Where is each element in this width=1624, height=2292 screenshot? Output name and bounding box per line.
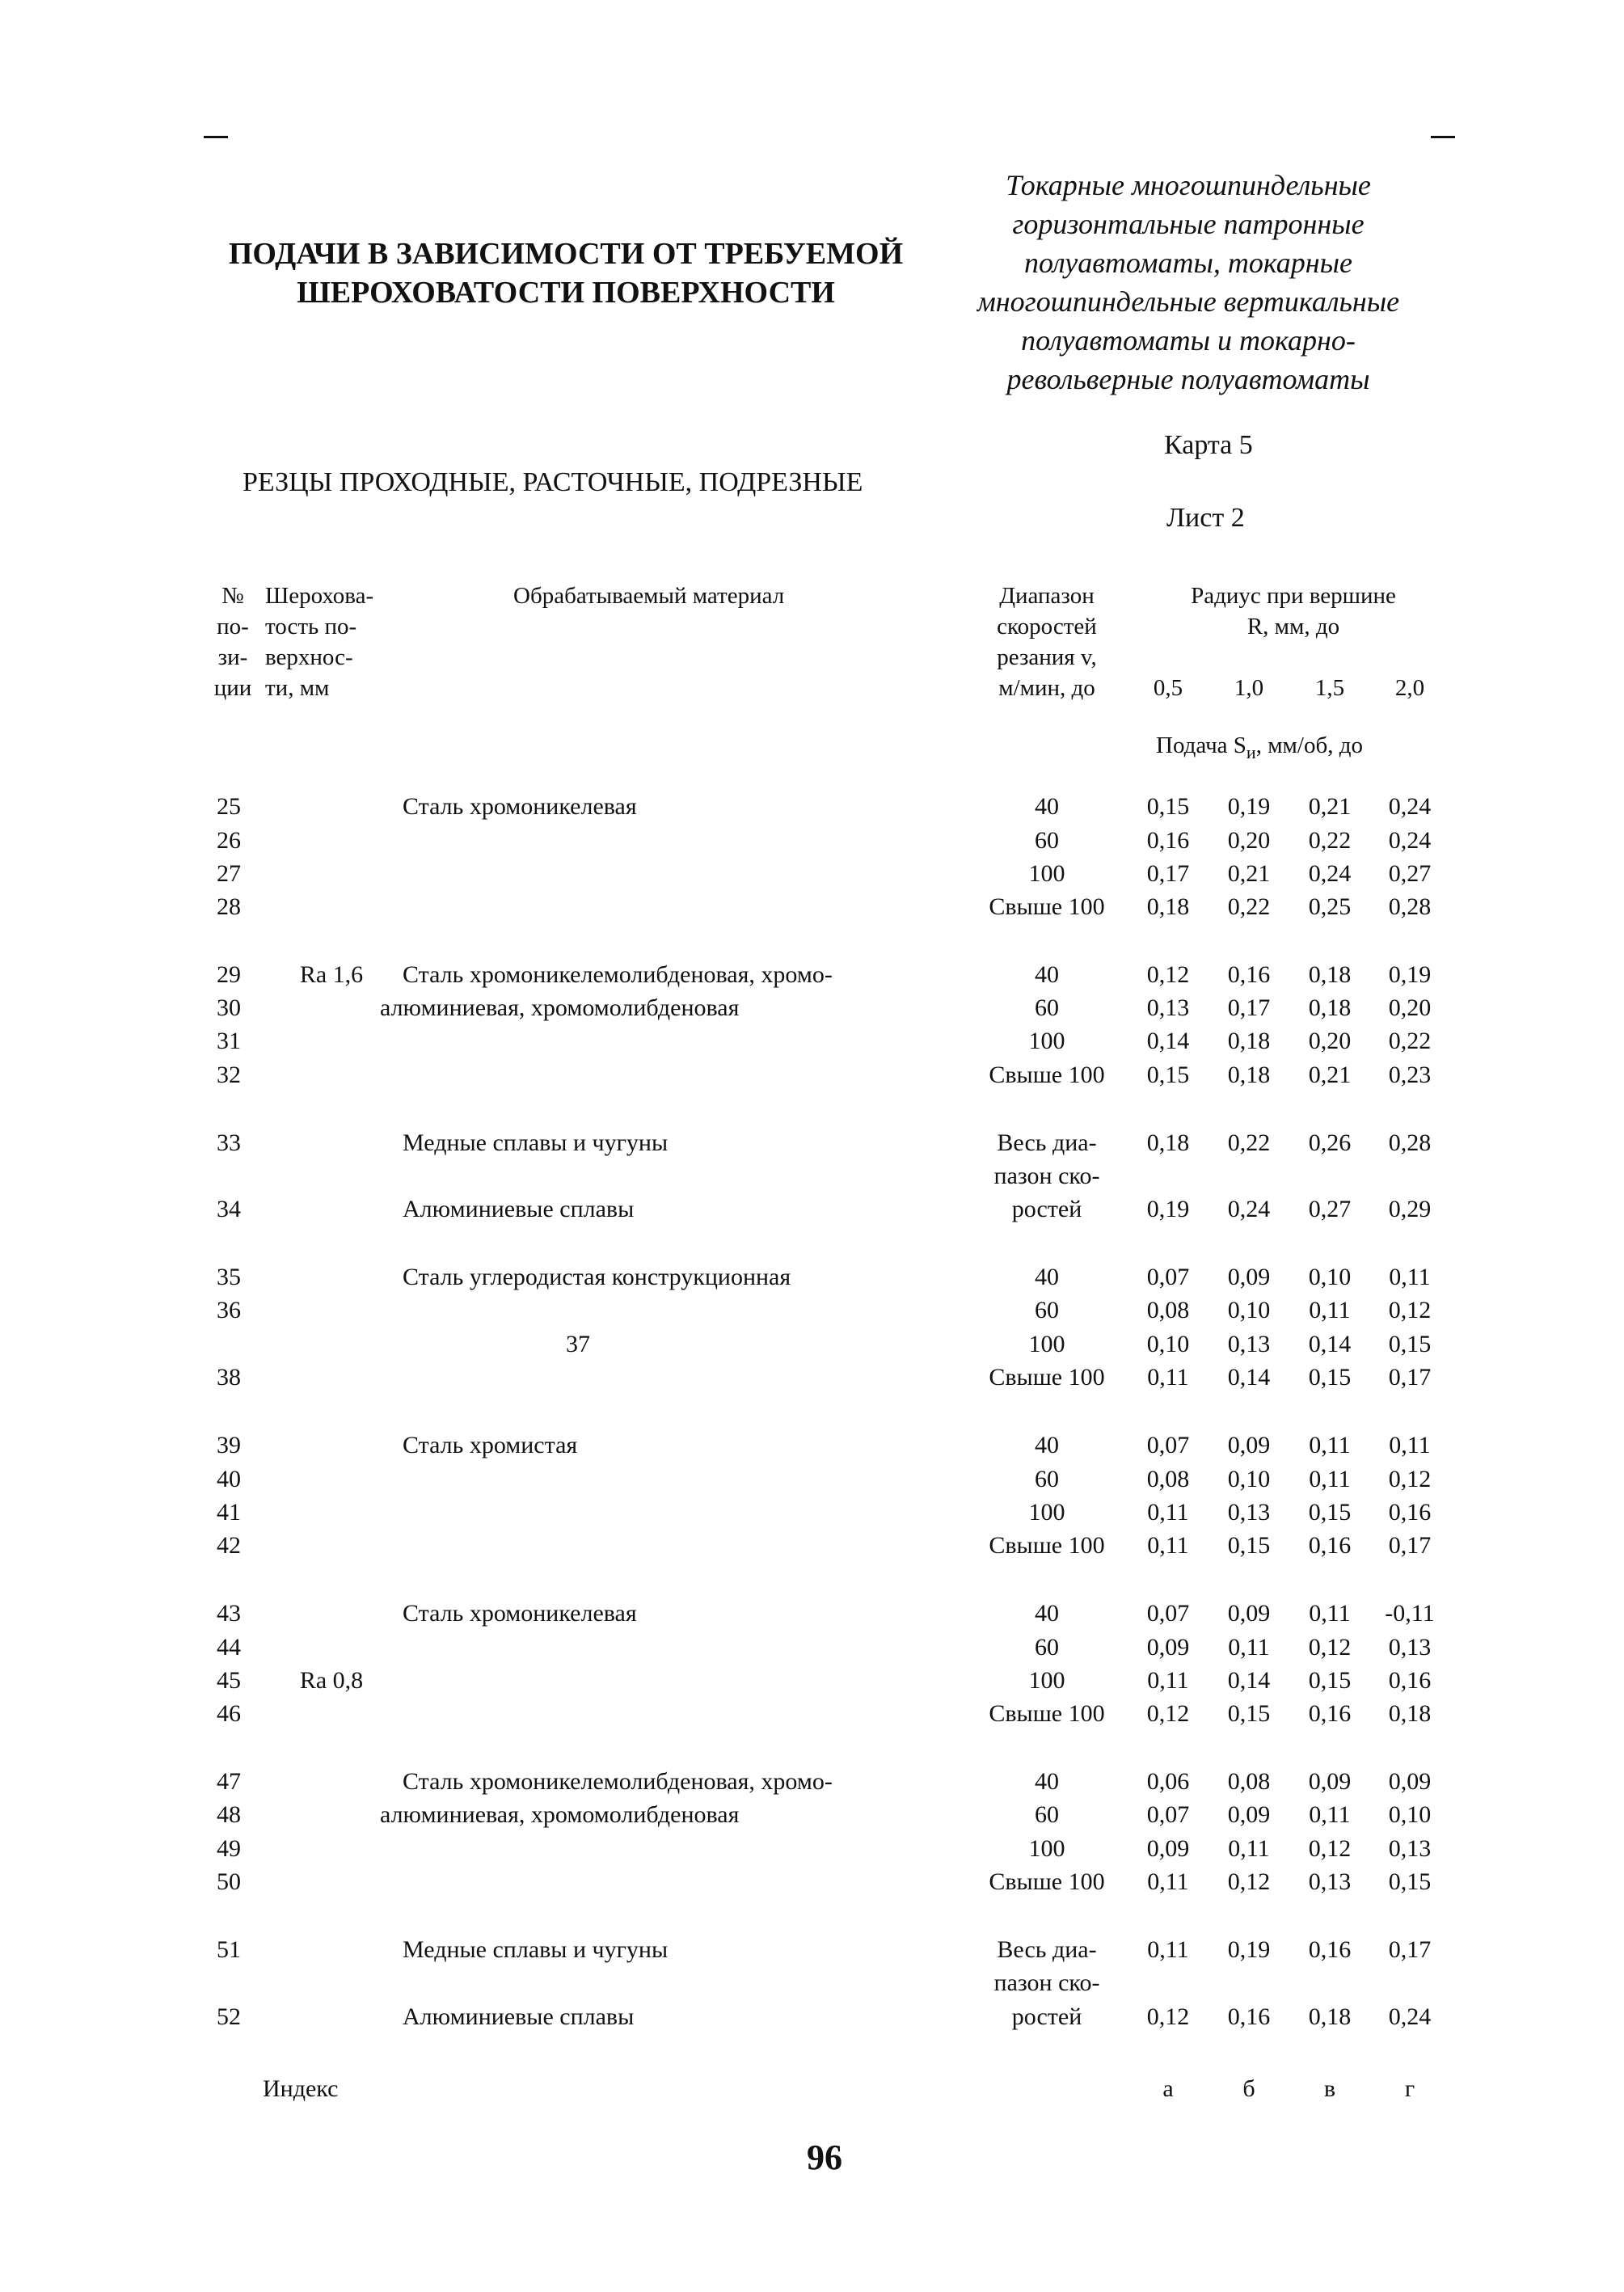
- row-position: 29: [217, 961, 241, 988]
- corner-mark-left: [204, 136, 228, 138]
- row-position: 48: [217, 1801, 241, 1828]
- row-feed-value: 0,24: [1227, 1196, 1271, 1222]
- sheet-number: Лист 2: [1166, 503, 1245, 533]
- row-feed-value: 0,14: [1227, 1364, 1271, 1391]
- row-speed: 100: [1028, 1028, 1065, 1054]
- header-roughness-line: верхнос-: [265, 644, 353, 670]
- header-radius: [1132, 580, 1455, 642]
- row-feed-value: 0,23: [1388, 1062, 1432, 1088]
- row-feed-value: 0,28: [1388, 1129, 1432, 1156]
- feed-label: Подача S: [1156, 732, 1246, 758]
- row-material: Медные сплавы и чугуны: [403, 1129, 669, 1156]
- row-roughness: Ra 1,6: [299, 961, 364, 988]
- row-feed-value: 0,19: [1146, 1196, 1190, 1222]
- row-material: Сталь хромоникелевая: [403, 1600, 637, 1627]
- row-feed-value: 0,12: [1388, 1466, 1432, 1492]
- row-feed-value: 0,07: [1146, 1600, 1190, 1627]
- row-feed-value: 0,18: [1308, 994, 1352, 1021]
- row-feed-value: 0,24: [1388, 827, 1432, 854]
- row-position: 33: [217, 1129, 241, 1156]
- header-roughness-line: ти, мм: [265, 675, 330, 701]
- row-feed-value: 0,16: [1388, 1667, 1432, 1694]
- radius-value: 2,0: [1394, 675, 1425, 701]
- row-position: 38: [217, 1364, 241, 1391]
- row-feed-value: 0,11: [1389, 1432, 1431, 1458]
- row-feed-value: 0,08: [1146, 1297, 1190, 1323]
- row-feed-value: 0,10: [1227, 1466, 1271, 1492]
- row-feed-value: 0,15: [1227, 1532, 1271, 1559]
- row-feed-value: 0,07: [1146, 1264, 1190, 1290]
- row-feed-value: 0,08: [1146, 1466, 1190, 1492]
- radius-value: 1,5: [1314, 675, 1345, 701]
- row-feed-value: 0,07: [1146, 1432, 1190, 1458]
- row-feed-value: 0,10: [1308, 1264, 1352, 1290]
- row-feed-value: 0,11: [1228, 1634, 1270, 1661]
- row-feed-value: 0,12: [1146, 1700, 1190, 1727]
- row-feed-value: 0,11: [1309, 1432, 1351, 1458]
- row-position: 42: [217, 1532, 241, 1559]
- row-speed: 40: [1035, 793, 1059, 820]
- row-material: Сталь хромистая: [403, 1432, 578, 1458]
- corner-mark-right: [1431, 136, 1455, 138]
- row-feed-value: 0,17: [1227, 994, 1271, 1021]
- index-letter: в: [1323, 2075, 1336, 2102]
- row-position: 52: [217, 2003, 241, 2030]
- row-position: 32: [217, 1062, 241, 1088]
- row-position: 51: [217, 1936, 241, 1963]
- header-roughness-line: тость по-: [265, 614, 357, 639]
- row-feed-value: 0,21: [1308, 1062, 1352, 1088]
- machines-line: полуавтоматы и токарно-: [1021, 324, 1356, 357]
- page-title: [162, 234, 970, 312]
- row-feed-value: 0,15: [1146, 1062, 1190, 1088]
- row-feed-value: 0,09: [1146, 1634, 1190, 1661]
- row-speed: 100: [1028, 1331, 1065, 1357]
- row-feed-value: 0,16: [1227, 961, 1271, 988]
- header-speed: [966, 580, 1128, 703]
- row-material: Медные сплавы и чугуны: [403, 1936, 669, 1963]
- row-feed-value: 0,09: [1146, 1835, 1190, 1862]
- row-feed-value: -0,11: [1385, 1600, 1435, 1627]
- header-speed-line: скоростей: [997, 614, 1097, 639]
- row-feed-value: 0,12: [1227, 1868, 1271, 1895]
- row-position: 28: [217, 893, 241, 920]
- row-speed: 60: [1035, 1634, 1059, 1661]
- row-speed: 100: [1028, 1835, 1065, 1862]
- card-number: Карта 5: [1164, 430, 1253, 460]
- row-feed-value: 0,10: [1227, 1297, 1271, 1323]
- row-feed-value: 0,13: [1227, 1331, 1271, 1357]
- row-feed-value: 0,09: [1227, 1432, 1271, 1458]
- row-feed-value: 0,12: [1388, 1297, 1432, 1323]
- row-speed: пазон ско-: [993, 1163, 1100, 1189]
- row-position: 36: [217, 1297, 241, 1323]
- row-speed: Свыше 100: [989, 1532, 1105, 1559]
- page-number: 96: [807, 2138, 842, 2177]
- row-speed: 60: [1035, 1466, 1059, 1492]
- row-feed-value: 0,22: [1388, 1028, 1432, 1054]
- row-material: 37: [566, 1331, 590, 1357]
- row-feed-value: 0,16: [1308, 1936, 1352, 1963]
- row-material: Сталь хромоникелевая: [403, 793, 637, 820]
- row-feed-value: 0,16: [1308, 1700, 1352, 1727]
- machine-type-description: [913, 166, 1463, 399]
- row-feed-value: 0,22: [1227, 893, 1271, 920]
- row-feed-value: 0,18: [1308, 961, 1352, 988]
- header-position-line: зи-: [217, 644, 248, 670]
- row-feed-value: 0,20: [1388, 994, 1432, 1021]
- row-material: алюминиевая, хромомолибденовая: [380, 1801, 740, 1828]
- row-feed-value: 0,11: [1309, 1297, 1351, 1323]
- row-feed-value: 0,16: [1308, 1532, 1352, 1559]
- row-feed-value: 0,18: [1308, 2003, 1352, 2030]
- row-position: 46: [217, 1700, 241, 1727]
- row-material: Алюминиевые сплавы: [403, 1196, 635, 1222]
- row-feed-value: 0,11: [1228, 1835, 1270, 1862]
- row-material: Сталь углеродистая конструкционная: [403, 1264, 791, 1290]
- row-feed-value: 0,13: [1227, 1499, 1271, 1526]
- title-line: ШЕРОХОВАТОСТИ ПОВЕРХНОСТИ: [297, 276, 835, 310]
- header-position: [209, 580, 257, 703]
- machines-line: горизонтальные патронные: [1012, 208, 1365, 240]
- row-position: 43: [217, 1600, 241, 1627]
- row-feed-value: 0,12: [1308, 1634, 1352, 1661]
- row-feed-value: 0,18: [1146, 893, 1190, 920]
- row-feed-value: 0,09: [1227, 1264, 1271, 1290]
- title-line: ПОДАЧИ В ЗАВИСИМОСТИ ОТ ТРЕБУЕМОЙ: [228, 237, 904, 271]
- row-feed-value: 0,11: [1147, 1868, 1189, 1895]
- row-feed-value: 0,18: [1146, 1129, 1190, 1156]
- row-position: 40: [217, 1466, 241, 1492]
- row-speed: 60: [1035, 994, 1059, 1021]
- row-feed-value: 0,20: [1227, 827, 1271, 854]
- row-feed-value: 0,22: [1308, 827, 1352, 854]
- row-speed: Свыше 100: [989, 893, 1105, 920]
- row-feed-value: 0,28: [1388, 893, 1432, 920]
- header-roughness-line: Шерохова-: [265, 583, 374, 609]
- header-material: Обрабатываемый материал: [513, 583, 785, 609]
- row-feed-value: 0,15: [1308, 1667, 1352, 1694]
- row-feed-value: 0,12: [1146, 961, 1190, 988]
- row-feed-value: 0,09: [1227, 1801, 1271, 1828]
- row-feed-value: 0,14: [1146, 1028, 1190, 1054]
- row-feed-value: 0,15: [1388, 1868, 1432, 1895]
- row-speed: 60: [1035, 827, 1059, 854]
- row-feed-value: 0,06: [1146, 1768, 1190, 1795]
- row-speed: Свыше 100: [989, 1868, 1105, 1895]
- header-position-line: №: [221, 583, 244, 609]
- row-roughness: Ra 0,8: [299, 1667, 364, 1694]
- row-material: Сталь хромоникелемолибденовая, хромо-: [403, 1768, 833, 1795]
- feed-units: , мм/об, до: [1255, 732, 1363, 758]
- row-feed-value: 0,15: [1308, 1364, 1352, 1391]
- row-position: 34: [217, 1196, 241, 1222]
- row-feed-value: 0,13: [1388, 1835, 1432, 1862]
- header-radius-line: Радиус при вершине: [1191, 583, 1396, 609]
- radius-value: 1,0: [1234, 675, 1264, 701]
- row-feed-value: 0,12: [1308, 1835, 1352, 1862]
- row-speed: Весь диа-: [997, 1936, 1097, 1963]
- row-material: Алюминиевые сплавы: [403, 2003, 635, 2030]
- machines-line: Токарные многошпиндельные: [1006, 169, 1371, 201]
- header-roughness: [265, 580, 373, 703]
- row-feed-value: 0,21: [1308, 793, 1352, 820]
- row-feed-value: 0,15: [1227, 1700, 1271, 1727]
- machines-line: полуавтоматы, токарные: [1023, 247, 1353, 279]
- row-position: 30: [217, 994, 241, 1021]
- row-feed-value: 0,15: [1308, 1499, 1352, 1526]
- row-speed: 100: [1028, 860, 1065, 887]
- row-position: 47: [217, 1768, 241, 1795]
- row-feed-value: 0,24: [1308, 860, 1352, 887]
- tool-subtitle: РЕЗЦЫ ПРОХОДНЫЕ, РАСТОЧНЫЕ, ПОДРЕЗНЫЕ: [243, 467, 863, 497]
- row-speed: 60: [1035, 1801, 1059, 1828]
- row-feed-value: 0,17: [1388, 1532, 1432, 1559]
- row-position: 25: [217, 793, 241, 820]
- row-feed-value: 0,17: [1146, 860, 1190, 887]
- row-feed-value: 0,15: [1146, 793, 1190, 820]
- row-position: 45: [217, 1667, 241, 1694]
- feed-subscript: и: [1246, 741, 1256, 762]
- row-feed-value: 0,25: [1308, 893, 1352, 920]
- row-speed: 100: [1028, 1499, 1065, 1526]
- row-feed-value: 0,20: [1308, 1028, 1352, 1054]
- row-feed-value: 0,19: [1227, 793, 1271, 820]
- row-feed-value: 0,11: [1309, 1600, 1351, 1627]
- row-feed-value: 0,13: [1308, 1868, 1352, 1895]
- header-radius-line: R, мм, до: [1246, 614, 1340, 639]
- row-feed-value: 0,11: [1147, 1936, 1189, 1963]
- row-position: 44: [217, 1634, 241, 1661]
- header-position-line: по-: [217, 614, 249, 639]
- machines-line: многошпиндельные вертикальные: [977, 285, 1400, 318]
- row-feed-value: 0,19: [1388, 961, 1432, 988]
- row-feed-value: 0,14: [1227, 1667, 1271, 1694]
- row-position: 41: [217, 1499, 241, 1526]
- row-feed-value: 0,27: [1388, 860, 1432, 887]
- row-feed-value: 0,11: [1147, 1532, 1189, 1559]
- row-material: алюминиевая, хромомолибденовая: [380, 994, 740, 1021]
- row-feed-value: 0,24: [1388, 2003, 1432, 2030]
- index-label: Индекс: [263, 2075, 339, 2102]
- row-speed: пазон ско-: [993, 1969, 1100, 1996]
- row-speed: 40: [1035, 1432, 1059, 1458]
- row-material: Сталь хромоникелемолибденовая, хромо-: [403, 961, 833, 988]
- row-feed-value: 0,18: [1227, 1028, 1271, 1054]
- row-feed-value: 0,22: [1227, 1129, 1271, 1156]
- row-speed: 40: [1035, 1600, 1059, 1627]
- row-feed-value: 0,16: [1388, 1499, 1432, 1526]
- row-speed: Свыше 100: [989, 1364, 1105, 1391]
- row-speed: Свыше 100: [989, 1062, 1105, 1088]
- row-feed-value: 0,17: [1388, 1936, 1432, 1963]
- row-feed-value: 0,24: [1388, 793, 1432, 820]
- row-feed-value: 0,11: [1309, 1466, 1351, 1492]
- row-feed-value: 0,12: [1146, 2003, 1190, 2030]
- row-position: 31: [217, 1028, 241, 1054]
- row-feed-value: 0,26: [1308, 1129, 1352, 1156]
- row-feed-value: 0,17: [1388, 1364, 1432, 1391]
- row-position: 27: [217, 860, 241, 887]
- row-feed-value: 0,07: [1146, 1801, 1190, 1828]
- row-feed-value: 0,09: [1227, 1600, 1271, 1627]
- header-speed-line: м/мин, до: [998, 675, 1095, 701]
- row-feed-value: 0,18: [1227, 1062, 1271, 1088]
- row-position: 26: [217, 827, 241, 854]
- row-position: 35: [217, 1264, 241, 1290]
- row-feed-value: 0,13: [1146, 994, 1190, 1021]
- row-feed-value: 0,10: [1146, 1331, 1190, 1357]
- row-speed: ростей: [1011, 2003, 1082, 2030]
- row-speed: 100: [1028, 1667, 1065, 1694]
- row-speed: ростей: [1011, 1196, 1082, 1222]
- row-feed-value: 0,11: [1309, 1801, 1351, 1828]
- index-letter: а: [1162, 2075, 1174, 2102]
- row-position: 49: [217, 1835, 241, 1862]
- index-letter: г: [1404, 2075, 1415, 2102]
- row-feed-value: 0,19: [1227, 1936, 1271, 1963]
- row-position: 50: [217, 1868, 241, 1895]
- row-feed-value: 0,16: [1227, 2003, 1271, 2030]
- machines-line: револьверные полуавтоматы: [1006, 363, 1370, 395]
- feed-header: [1156, 732, 1363, 763]
- row-feed-value: 0,16: [1146, 827, 1190, 854]
- row-speed: Свыше 100: [989, 1700, 1105, 1727]
- row-feed-value: 0,21: [1227, 860, 1271, 887]
- row-feed-value: 0,29: [1388, 1196, 1432, 1222]
- row-speed: 40: [1035, 961, 1059, 988]
- row-feed-value: 0,09: [1388, 1768, 1432, 1795]
- row-feed-value: 0,27: [1308, 1196, 1352, 1222]
- row-speed: 40: [1035, 1264, 1059, 1290]
- row-feed-value: 0,14: [1308, 1331, 1352, 1357]
- row-feed-value: 0,08: [1227, 1768, 1271, 1795]
- row-speed: Весь диа-: [997, 1129, 1097, 1156]
- row-speed: 60: [1035, 1297, 1059, 1323]
- row-feed-value: 0,11: [1147, 1364, 1189, 1391]
- row-feed-value: 0,10: [1388, 1801, 1432, 1828]
- radius-value: 0,5: [1153, 675, 1183, 701]
- row-feed-value: 0,11: [1389, 1264, 1431, 1290]
- row-feed-value: 0,13: [1388, 1634, 1432, 1661]
- row-feed-value: 0,11: [1147, 1667, 1189, 1694]
- row-feed-value: 0,11: [1147, 1499, 1189, 1526]
- row-position: 39: [217, 1432, 241, 1458]
- header-speed-line: Диапазон: [999, 583, 1095, 609]
- row-feed-value: 0,18: [1388, 1700, 1432, 1727]
- row-feed-value: 0,15: [1388, 1331, 1432, 1357]
- row-speed: 40: [1035, 1768, 1059, 1795]
- header-speed-line: резания v,: [997, 644, 1097, 670]
- header-position-line: ции: [213, 675, 252, 701]
- index-letter: б: [1242, 2075, 1255, 2102]
- row-feed-value: 0,09: [1308, 1768, 1352, 1795]
